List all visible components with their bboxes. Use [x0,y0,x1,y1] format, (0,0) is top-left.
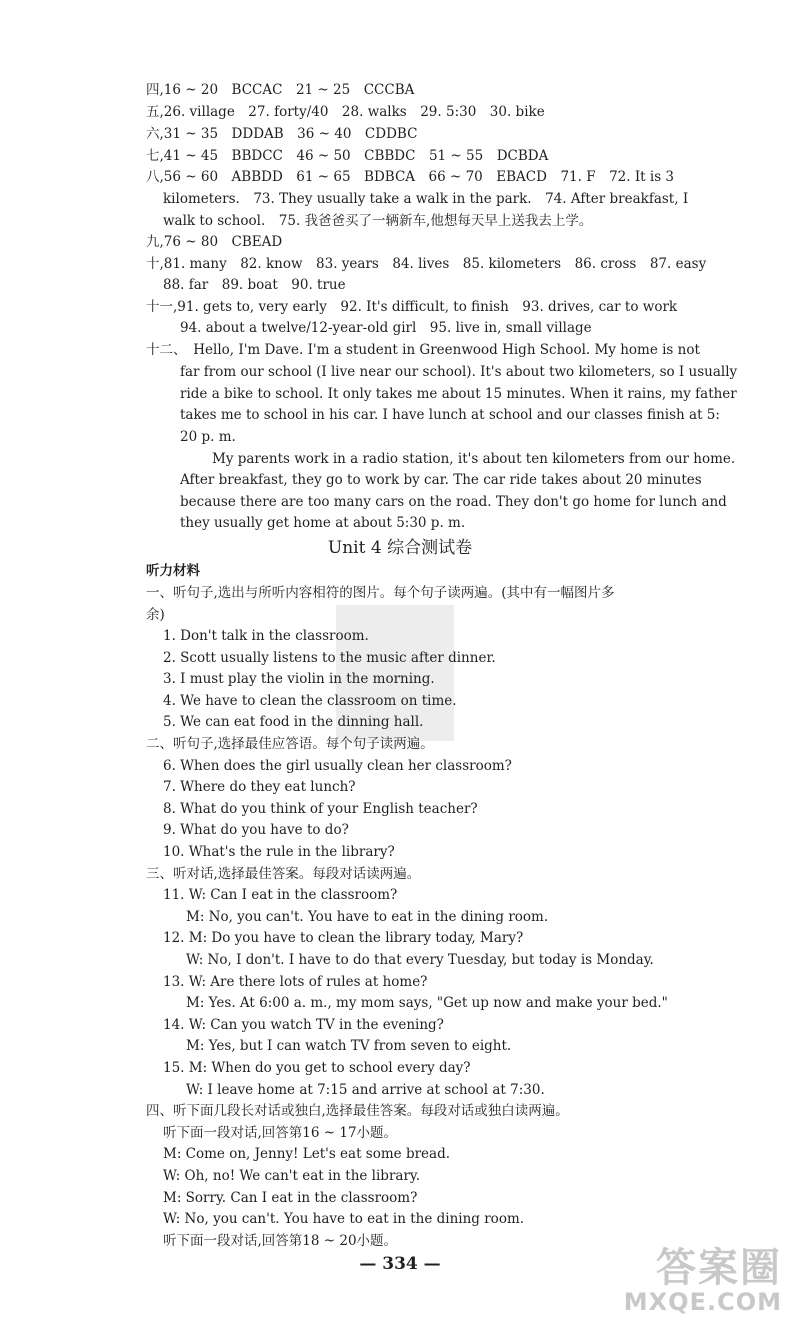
listening-line: 二、听句子,选择最佳应答语。每个句子读两遍。 [146,736,434,752]
listening-line: 11. W: Can I eat in the classroom? [163,887,398,903]
listening-line: 四、听下面几段长对话或独白,选择最佳答案。每段对话或独白读两遍。 [146,1103,569,1119]
section-title: Unit 4 综合测试卷 [327,538,473,558]
listening-line: 1. Don't talk in the classroom. [163,628,369,644]
answer-line: 五,26. village 27. forty/40 28. walks 29. 5:30 30. bike [146,104,545,120]
listening-line: 听下面一段对话,回答第18 ~ 20小题。 [163,1233,398,1249]
answer-line: 七,41 ~ 45 BBDCC 46 ~ 50 CBBDC 51 ~ 55 DCBDA [146,148,549,164]
listening-line: 6. When does the girl usually clean her classroom? [163,758,512,774]
listening-line: W: I leave home at 7:15 and arrive at school at 7:30. [186,1082,545,1098]
answer-line: My parents work in a radio station, it's about ten kilometers from our home. [212,451,736,467]
listening-line: 一、听句子,选出与所听内容相符的图片。每个句子读两遍。(其中有一幅图片多 [146,585,615,601]
listening-line: 5. We can eat food in the dinning hall. [163,714,424,730]
listening-line: 13. W: Are there lots of rules at home? [163,974,428,990]
answer-line: 九,76 ~ 80 CBEAD [146,234,283,250]
listening-line: M: No, you can't. You have to eat in the dining room. [186,909,549,925]
listening-line: 2. Scott usually listens to the music after dinner. [163,650,496,666]
listening-line: 9. What do you have to do? [163,822,349,838]
answer-line: ride a bike to school. It only takes me about 15 minutes. When it rains, my father [180,386,737,402]
listening-line: 15. M: When do you get to school every day? [163,1060,471,1076]
site-watermark [592,1236,782,1316]
answer-line: because there are too many cars on the road. They don't go home for lunch and [180,494,727,510]
listening-line: 8. What do you think of your English teacher? [163,801,478,817]
listening-line: W: Oh, no! We can't eat in the library. [163,1168,421,1184]
answer-line: takes me to school in his car. I have lunch at school and our classes finish at 5: [180,407,720,423]
listening-line: 3. I must play the violin in the morning. [163,671,435,687]
listening-line: 4. We have to clean the classroom on time. [163,693,457,709]
listening-line: M: Come on, Jenny! Let's eat some bread. [163,1146,451,1162]
answer-line: 四,16 ~ 20 BCCAC 21 ~ 25 CCCBA [146,82,415,98]
answer-line: 十二、 Hello, I'm Dave. I'm a student in Greenwood High School. My home is not [146,342,700,358]
answer-line: they usually get home at about 5:30 p. m. [180,515,466,531]
page-number: — 334 — [359,1254,441,1274]
listening-line: 12. M: Do you have to clean the library today, Mary? [163,930,524,946]
answer-line: 88. far 89. boat 90. true [163,277,346,293]
listening-line: W: No, you can't. You have to eat in the dining room. [163,1211,525,1227]
watermark-logo-text: 答案圈 [656,1245,782,1291]
answer-line: 十,81. many 82. know 83. years 84. lives 85. kilometers 86. cross 87. easy [146,256,707,272]
answer-line: kilometers. 73. They usually take a walk in the park. 74. After breakfast, I [163,191,689,207]
listening-line: M: Yes, but I can watch TV from seven to eight. [186,1038,512,1054]
listening-line: 10. What's the rule in the library? [163,844,395,860]
answer-line: After breakfast, they go to work by car. The car ride takes about 20 minutes [180,472,702,488]
listening-line: 听下面一段对话,回答第16 ~ 17小题。 [163,1125,398,1141]
answer-line: far from our school (I live near our school). It's about two kilometers, so I usually [180,364,738,380]
answer-line: 八,56 ~ 60 ABBDD 61 ~ 65 BDBCA 66 ~ 70 EBACD 71. F 72. It is 3 [146,169,675,185]
answer-line: walk to school. 75. 我爸爸买了一辆新车,他想每天早上送我去上学。 [163,213,593,229]
answer-line: 20 p. m. [180,429,236,445]
watermark-url: MXQE.COM [623,1288,782,1316]
answer-line: 六,31 ~ 35 DDDAB 36 ~ 40 CDDBC [146,126,418,142]
answer-line: 十一,91. gets to, very early 92. It's difficult, to finish 93. drives, car to work [146,299,678,315]
listening-line: M: Yes. At 6:00 a. m., my mom says, "Get up now and make your bed." [186,995,668,1011]
listening-line: M: Sorry. Can I eat in the classroom? [163,1190,418,1206]
listening-line: 14. W: Can you watch TV in the evening? [163,1017,444,1033]
listening-heading: 听力材料 [146,563,200,579]
answer-line: 94. about a twelve/12-year-old girl 95. live in, small village [180,320,592,336]
listening-line: 三、听对话,选择最佳答案。每段对话读两遍。 [146,866,421,882]
listening-line: 7. Where do they eat lunch? [163,779,356,795]
listening-line: W: No, I don't. I have to do that every Tuesday, but today is Monday. [186,952,654,968]
listening-line: 余) [146,607,165,623]
